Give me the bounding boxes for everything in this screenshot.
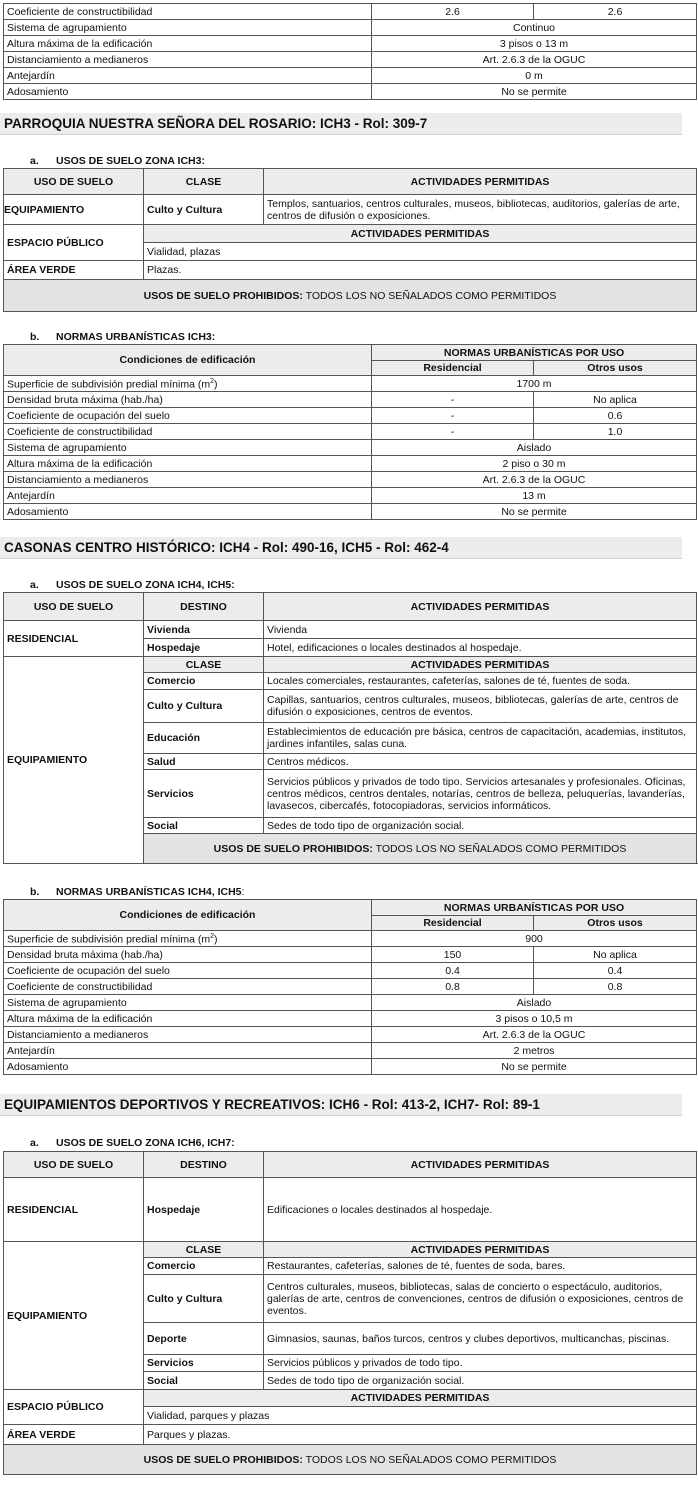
norm-label: Densidad bruta máxima (hab./ha) — [4, 947, 372, 963]
use-class: Social — [144, 818, 264, 834]
norm-value: No aplica — [534, 392, 697, 408]
norm-value: 2.6 — [372, 4, 534, 20]
use-activities: Vialidad, parques y plazas — [144, 1407, 697, 1425]
col-header: DESTINO — [144, 1152, 264, 1178]
use-class: Hospedaje — [144, 639, 264, 657]
section-title-ich67: EQUIPAMIENTOS DEPORTIVOS Y RECREATIVOS: ICH6 - Rol: 413-2, ICH7- Rol: 89-1 — [0, 1094, 682, 1116]
use-activities: Centros médicos. — [264, 754, 697, 770]
top-norms-table — [3, 3, 697, 100]
col-header: NORMAS URBANÍSTICAS POR USO — [372, 900, 697, 916]
use-class: Deporte — [144, 1323, 264, 1355]
norm-value: 2.6 — [534, 4, 697, 20]
norm-value: 0.4 — [534, 963, 697, 979]
use-category: EQUIPAMIENTO — [4, 195, 144, 225]
norm-value: Art. 2.6.3 de la OGUC — [372, 52, 697, 68]
col-header: ACTIVIDADES PERMITIDAS — [264, 593, 697, 621]
norm-value: Aislado — [372, 995, 697, 1011]
col-header: Otros usos — [534, 916, 697, 931]
norm-value: Continuo — [372, 20, 697, 36]
norm-label: Superficie de subdivisión predial mínima $(m^2)$ — [4, 376, 372, 392]
usos-table-ich67 — [3, 1151, 697, 1475]
use-activities: Templos, santuarios, centros culturales, museos, bibliotecas, auditorios, galerías de arte, centros de difusión o exposiciones. — [264, 195, 697, 225]
col-header: DESTINO — [144, 593, 264, 621]
norm-value: 3 pisos o 10,5 m — [372, 1011, 697, 1027]
subsection-normas-ich3: b. NORMAS URBANÍSTICAS ICH3: — [30, 331, 216, 343]
use-class: Salud — [144, 754, 264, 770]
norm-value: 2 piso o 30 m — [372, 456, 697, 472]
norm-label: Antejardín — [4, 1043, 372, 1059]
norm-label: Superficie de subdivisión predial mínima $(m^2)$ — [4, 931, 372, 947]
prohibited-uses: USOS DE SUELO PROHIBIDOS: TODOS LOS NO SEÑALADOS COMO PERMITIDOS — [4, 1445, 697, 1475]
use-activities: Vialidad, plazas — [144, 243, 697, 261]
use-activities: Plazas. — [144, 261, 697, 280]
norm-label: Altura máxima de la edificación — [4, 36, 372, 52]
use-activities: Gimnasios, saunas, baños turcos, centros y clubes deportivos, multicanchas, piscinas. — [264, 1323, 697, 1355]
norm-label: Distanciamiento a medianeros — [4, 52, 372, 68]
norm-value: 150 — [372, 947, 534, 963]
use-activities: Locales comerciales, restaurantes, cafeterías, salones de té, fuentes de soda. — [264, 673, 697, 690]
norm-value: 900 — [372, 931, 697, 947]
use-activities: Parques y plazas. — [144, 1425, 697, 1445]
use-class: Educación — [144, 723, 264, 754]
use-class: Comercio — [144, 673, 264, 690]
use-activities: Vivienda — [264, 621, 697, 639]
use-activities: Establecimientos de educación pre básica, centros de capacitación, academias, institutos, jardines infantiles, salas cuna. — [264, 723, 697, 754]
use-activities: Sedes de todo tipo de organización social. — [264, 818, 697, 834]
subsection-usos-ich3: a. USOS DE SUELO ZONA ICH3: — [30, 155, 205, 167]
norm-label: Adosamiento — [4, 84, 372, 100]
col-header: Condiciones de edificación — [4, 900, 372, 931]
norm-label: Sistema de agrupamiento — [4, 995, 372, 1011]
use-category: ÁREA VERDE — [4, 1425, 144, 1445]
col-header: Condiciones de edificación — [4, 345, 372, 376]
norm-label: Sistema de agrupamiento — [4, 20, 372, 36]
norm-value: 0 m — [372, 68, 697, 84]
use-activities: Restaurantes, cafeterías, salones de té, fuentes de soda, bares. — [264, 1258, 697, 1275]
use-class: Servicios — [144, 1355, 264, 1372]
norm-value: 1.0 — [534, 424, 697, 440]
norm-value: - — [372, 408, 534, 424]
col-header: ACTIVIDADES PERMITIDAS — [264, 1242, 697, 1258]
use-class: Social — [144, 1372, 264, 1390]
use-category: ESPACIO PÚBLICO — [4, 1390, 144, 1425]
norm-value: 3 pisos o 13 m — [372, 36, 697, 52]
norm-value: Art. 2.6.3 de la OGUC — [372, 1027, 697, 1043]
subsection-usos-ich45: a. USOS DE SUELO ZONA ICH4, ICH5: — [30, 579, 235, 591]
prohibited-uses: USOS DE SUELO PROHIBIDOS: TODOS LOS NO SEÑALADOS COMO PERMITIDOS — [144, 834, 697, 864]
use-category: EQUIPAMIENTO — [4, 1242, 144, 1390]
norm-label: Adosamiento — [4, 504, 372, 520]
col-header: ACTIVIDADES PERMITIDAS — [144, 225, 697, 243]
col-header: CLASE — [144, 1242, 264, 1258]
norm-label: Distanciamiento a medianeros — [4, 1027, 372, 1043]
norm-value: No aplica — [534, 947, 697, 963]
norm-label: Coeficiente de ocupación del suelo — [4, 408, 372, 424]
norm-value: - — [372, 392, 534, 408]
norm-label: Densidad bruta máxima (hab./ha) — [4, 392, 372, 408]
norm-value: 0.8 — [372, 979, 534, 995]
subsection-usos-ich67: a. USOS DE SUELO ZONA ICH6, ICH7: — [30, 1137, 235, 1149]
col-header: USO DE SUELO — [4, 1152, 144, 1178]
use-activities: Servicios públicos y privados de todo tipo. Servicios artesanales y profesionales. Oficinas, centros médicos, centros dentales, notarías, centros de belleza, peluquerías, lavanderías, lavasecos, cibercafés, fotocopiadoras, servicios informáticos. — [264, 770, 697, 818]
subsection-normas-ich45: b. NORMAS URBANÍSTICAS ICH4, ICH5: — [30, 886, 245, 898]
norm-label: Sistema de agrupamiento — [4, 440, 372, 456]
norm-label: Antejardín — [4, 68, 372, 84]
prohibited-uses: USOS DE SUELO PROHIBIDOS: TODOS LOS NO SEÑALADOS COMO PERMITIDOS — [4, 280, 697, 312]
col-header: Otros usos — [534, 361, 697, 376]
use-class: Servicios — [144, 770, 264, 818]
norm-value: 0.4 — [372, 963, 534, 979]
norm-label: Coeficiente de constructibilidad — [4, 4, 372, 20]
norm-label: Altura máxima de la edificación — [4, 456, 372, 472]
col-header: ACTIVIDADES PERMITIDAS — [144, 1390, 697, 1407]
col-header: CLASE — [144, 657, 264, 673]
use-class: Vivienda — [144, 621, 264, 639]
normas-table-ich45 — [3, 899, 697, 1075]
use-class: Comercio — [144, 1258, 264, 1275]
col-header: Residencial — [372, 916, 534, 931]
use-activities: Centros culturales, museos, bibliotecas, salas de concierto o espectáculo, auditorios, galerías de arte, centros de convenciones, centros de difusión o exposiciones, centros de eventos. — [264, 1275, 697, 1323]
norm-label: Antejardín — [4, 488, 372, 504]
use-class: Culto y Cultura — [144, 690, 264, 723]
norm-label: Distanciamiento a medianeros — [4, 472, 372, 488]
use-category: EQUIPAMIENTO — [4, 657, 144, 864]
normas-table-ich3 — [3, 344, 697, 520]
col-header: USO DE SUELO — [4, 169, 144, 195]
section-title-ich3: PARROQUIA NUESTRA SEÑORA DEL ROSARIO: ICH3 - Rol: 309-7 — [0, 113, 682, 135]
norm-value: 0.6 — [534, 408, 697, 424]
use-activities: Sedes de todo tipo de organización social. — [264, 1372, 697, 1390]
norm-value: Art. 2.6.3 de la OGUC — [372, 472, 697, 488]
use-activities: Servicios públicos y privados de todo tipo. — [264, 1355, 697, 1372]
use-class: Hospedaje — [144, 1178, 264, 1242]
norm-value: 13 m — [372, 488, 697, 504]
norm-label: Coeficiente de constructibilidad — [4, 424, 372, 440]
use-category: ESPACIO PÚBLICO — [4, 225, 144, 261]
col-header: CLASE — [144, 169, 264, 195]
use-activities: Edificaciones o locales destinados al hospedaje. — [264, 1178, 697, 1242]
norm-label: Coeficiente de constructibilidad — [4, 979, 372, 995]
use-category: RESIDENCIAL — [4, 1178, 144, 1242]
use-activities: Capillas, santuarios, centros culturales, museos, bibliotecas, galerías de arte, centros de difusión o exposiciones, centros de eventos. — [264, 690, 697, 723]
norm-value: Aislado — [372, 440, 697, 456]
norm-label: Coeficiente de ocupación del suelo — [4, 963, 372, 979]
col-header: ACTIVIDADES PERMITIDAS — [264, 657, 697, 673]
use-class: Culto y Cultura — [144, 1275, 264, 1323]
norm-value: - — [372, 424, 534, 440]
col-header: USO DE SUELO — [4, 593, 144, 621]
norm-value: 0.8 — [534, 979, 697, 995]
norm-value: No se permite — [372, 84, 697, 100]
col-header: ACTIVIDADES PERMITIDAS — [264, 169, 697, 195]
usos-table-ich45 — [3, 592, 697, 864]
usos-table-ich3 — [3, 168, 697, 312]
norm-label: Adosamiento — [4, 1059, 372, 1075]
col-header: ACTIVIDADES PERMITIDAS — [264, 1152, 697, 1178]
norm-value: No se permite — [372, 504, 697, 520]
col-header: Residencial — [372, 361, 534, 376]
use-category: ÁREA VERDE — [4, 261, 144, 280]
norm-value: No se permite — [372, 1059, 697, 1075]
norm-value: 2 metros — [372, 1043, 697, 1059]
col-header: NORMAS URBANÍSTICAS POR USO — [372, 345, 697, 361]
norm-value: 1700 m — [372, 376, 697, 392]
use-class: Culto y Cultura — [144, 195, 264, 225]
norm-label: Altura máxima de la edificación — [4, 1011, 372, 1027]
use-category: RESIDENCIAL — [4, 621, 144, 657]
section-title-ich45: CASONAS CENTRO HISTÓRICO: ICH4 - Rol: 490-16, ICH5 - Rol: 462-4 — [0, 537, 682, 559]
use-activities: Hotel, edificaciones o locales destinados al hospedaje. — [264, 639, 697, 657]
